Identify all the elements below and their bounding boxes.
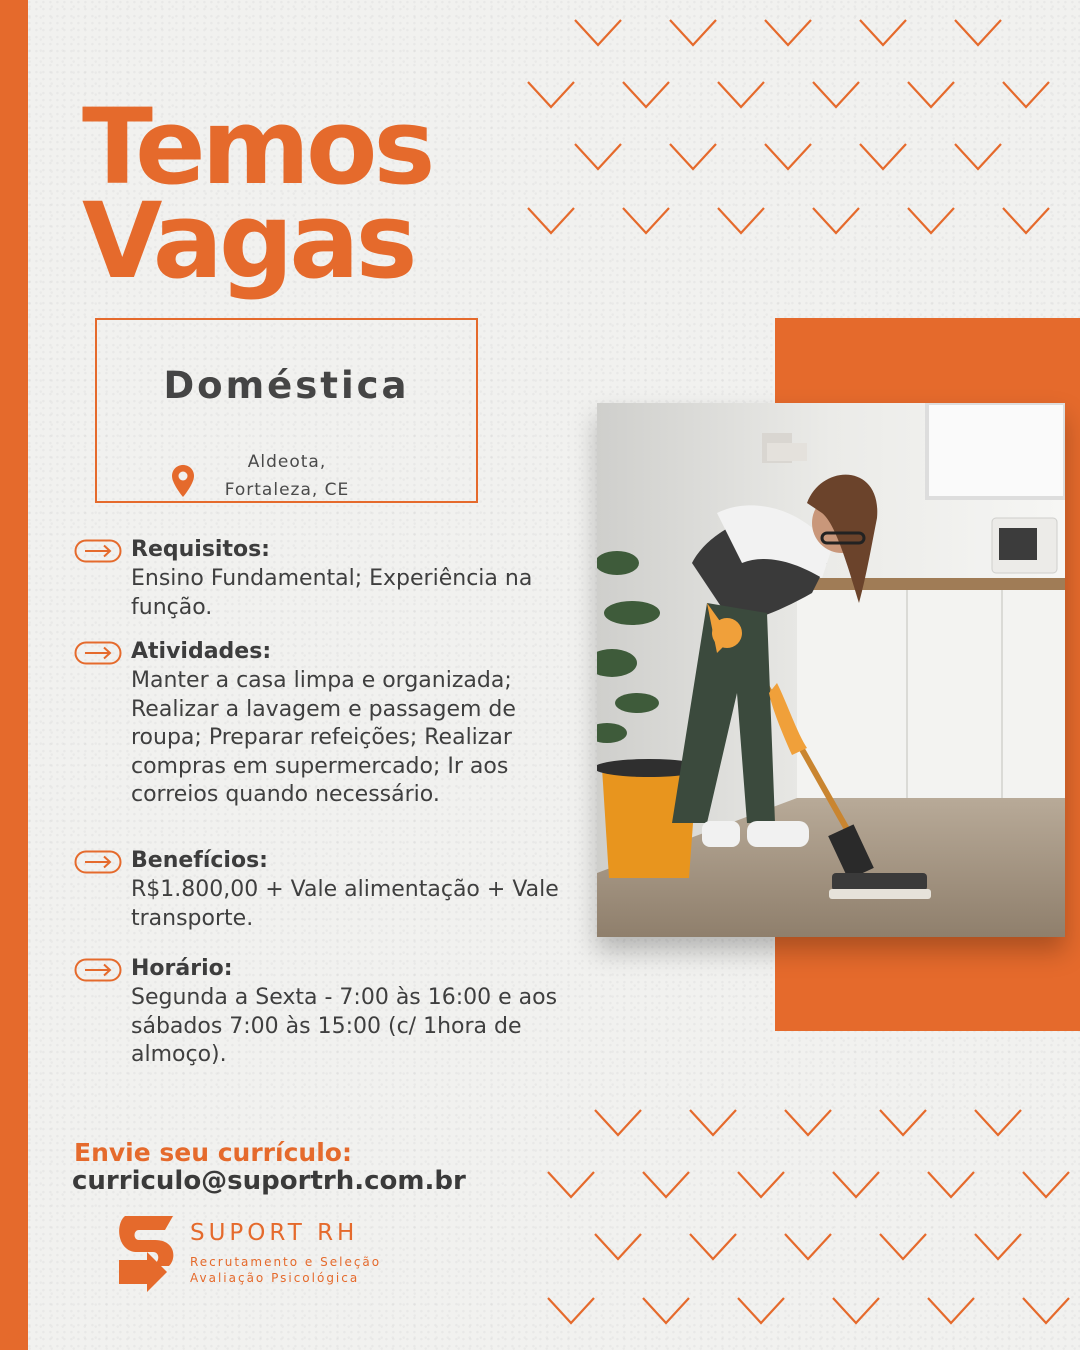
job-location [212,448,362,504]
chevron-pattern-top [520,10,1080,250]
arrow-right-icon [74,641,122,665]
job-title: Doméstica [163,364,410,407]
section-heading: Horário: [131,956,233,981]
location-line-1: Aldeota, [247,452,327,472]
map-pin-icon [171,464,195,498]
section-body: Manter a casa limpa e organizada; Realizar a lavagem e passagem de roupa; Preparar refeições; Realizar compras em supermercado; Ir aos correios quando necessário. [131,668,516,807]
section-heading: Requisitos: [131,537,270,562]
section-body: Segunda a Sexta - 7:00 às 16:00 e aos sábados 7:00 às 15:00 (c/ 1hora de almoço). [131,985,558,1067]
section-heading: Atividades: [131,639,272,664]
arrow-right-icon [74,850,122,874]
photo-illustration [597,403,1065,937]
chevron-pattern-bottom [540,1100,1080,1350]
suport-rh-logo-icon [117,1214,177,1292]
arrow-right-icon [74,958,122,982]
left-accent-bar [0,0,28,1350]
brand-tagline [190,1254,381,1286]
section-body: Ensino Fundamental; Experiência na função. [131,566,533,620]
cleaning-photo [597,403,1065,937]
brand-name: SUPORT RH [190,1220,359,1246]
cta-email-link[interactable]: curriculo@suportrh.com.br [72,1166,466,1196]
headline-line-2: Vagas [82,180,414,302]
brand-tagline-2: Avaliação Psicológica [190,1271,360,1285]
section-body: R$1.800,00 + Vale alimentação + Vale transporte. [131,877,559,931]
brand-tagline-1: Recrutamento e Seleção [190,1255,382,1269]
section-heading: Benefícios: [131,848,268,873]
headline-line-1: Temos [82,86,432,208]
headline [82,86,432,302]
cta-label: Envie seu currículo: [74,1138,352,1167]
arrow-right-icon [74,539,122,563]
location-line-2: Fortaleza, CE [224,480,350,500]
job-card [95,318,478,503]
